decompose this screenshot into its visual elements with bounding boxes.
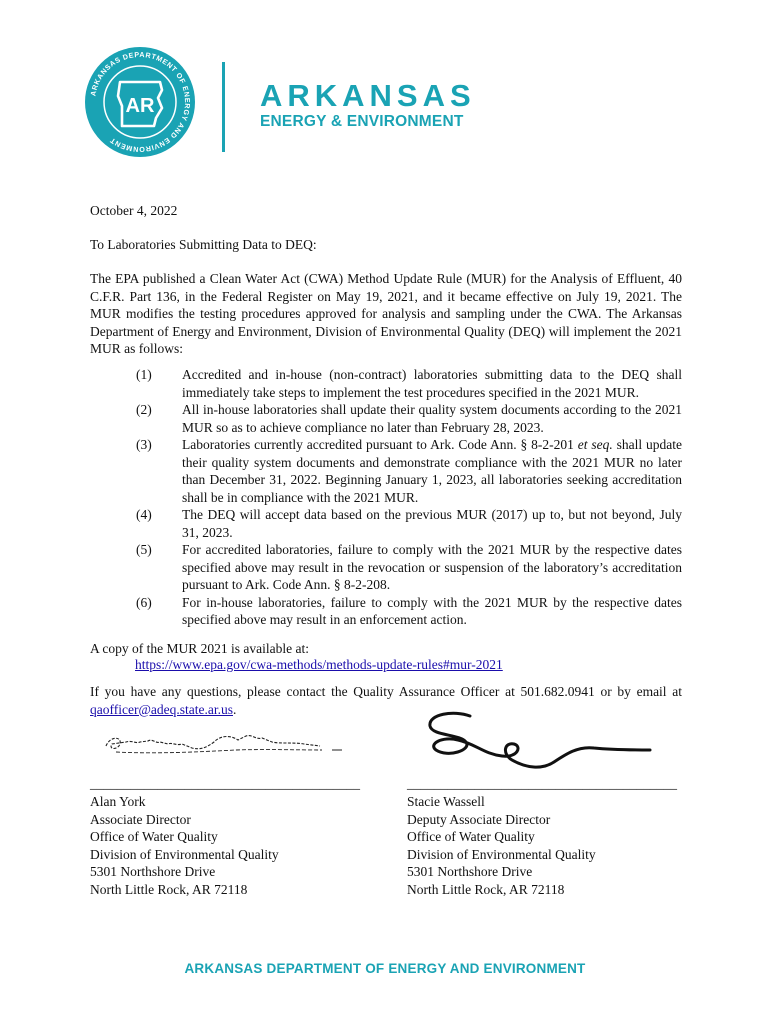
questions-text: If you have any questions, please contact the Quality Assurance Officer at 501.682.0941 or by email at: [90, 684, 682, 699]
requirements-list: [90, 366, 682, 629]
signer-division: Division of Environmental Quality: [90, 846, 279, 862]
list-item-number: (1): [136, 367, 152, 382]
list-item: [90, 436, 682, 506]
list-item-text: All in-house laboratories shall update their quality system documents according to the 2021 MUR so as to achieve compliance no later than February 28, 2023.: [182, 402, 682, 435]
signer-title: Associate Director: [90, 811, 191, 827]
department-seal-logo: [84, 46, 196, 158]
seal-mark: AR: [125, 95, 155, 117]
signer-title: Deputy Associate Director: [407, 811, 551, 827]
letterhead: [0, 0, 770, 170]
list-item-number: (4): [136, 507, 152, 522]
signer-office: Office of Water Quality: [90, 829, 218, 844]
footer-department-name: ARKANSAS DEPARTMENT OF ENERGY AND ENVIRONMENT: [184, 961, 586, 976]
signer-division: Division of Environmental Quality: [407, 846, 596, 862]
list-item-text: The DEQ will accept data based on the previous MUR (2017) up to, but not beyond, July 31, 2023.: [182, 507, 682, 540]
signer-office: Office of Water Quality: [407, 829, 535, 844]
list-item: [90, 594, 682, 629]
signer-city: North Little Rock, AR 72118: [90, 881, 248, 897]
letter-salutation: To Laboratories Submitting Data to DEQ:: [90, 237, 317, 252]
list-item: [90, 541, 682, 594]
list-item-number: (3): [136, 437, 152, 452]
letter-intro: The EPA published a Clean Water Act (CWA) Method Update Rule (MUR) for the Analysis of Effluent, 40 C.F.R. Part 136, in the Federal Register on May 19, 2021, and it became effective on July 19, 2021. The MUR modifies the testing procedures approved for analysis and sampling under the CWA. The Arkansas Department of Energy and Environment, Division of Environmental Quality (DEQ) will implement the 2021 MUR as follows:: [90, 271, 682, 356]
signature-block-left: [90, 793, 279, 898]
signature-block-right: [407, 793, 596, 898]
list-item-text-part: shall update their quality system documents and demonstrate compliance with the 2021 MUR no later than December 31, 2022. Beginning January 1, 2023, all laboratories seeking accreditation shall be in compliance with the 2021 MUR.: [182, 437, 682, 505]
signature-line: ________________________________________: [90, 776, 360, 791]
mur-link[interactable]: https://www.epa.gov/cwa-methods/methods-update-rules#mur-2021: [135, 657, 503, 672]
signature-line: ________________________________________: [407, 776, 677, 791]
list-item: [90, 506, 682, 541]
list-item-number: (5): [136, 542, 152, 557]
signer-city: North Little Rock, AR 72118: [407, 881, 565, 897]
list-item: [90, 366, 682, 401]
list-item-number: (2): [136, 402, 152, 417]
signature-alan-york: [96, 722, 346, 772]
signer-name: Stacie Wassell: [407, 794, 485, 809]
list-item-text: For in-house laboratories, failure to comply with the 2021 MUR by the respective dates specified above may result in an enforcement action.: [182, 594, 682, 627]
list-item-text-italic: et seq.: [577, 437, 613, 452]
header-divider: [222, 62, 225, 152]
letter-date: October 4, 2022: [90, 203, 178, 218]
brand-title: ARKANSAS: [260, 78, 476, 113]
copy-available-line: A copy of the MUR 2021 is available at:: [90, 641, 309, 656]
list-item-text: For accredited laboratories, failure to comply with the 2021 MUR by the respective dates specified above may result in the revocation or suspension of the laboratory’s accreditation pursuant to Ark. Code Ann. § 8-2-208.: [182, 542, 682, 592]
brand-subtitle: ENERGY & ENVIRONMENT: [260, 113, 464, 130]
signer-name: Alan York: [90, 794, 146, 809]
seal-text: ARKANSAS DEPARTMENT OF ENERGY AND ENVIRONMENT: [88, 49, 193, 155]
signer-street: 5301 Northshore Drive: [90, 864, 216, 879]
questions-text-end: .: [233, 701, 237, 717]
list-item-text-part: Laboratories currently accredited pursuant to Ark. Code Ann. § 8-2-201: [182, 437, 578, 452]
email-link[interactable]: qaofficer@adeq.state.ar.us: [90, 701, 233, 717]
list-item: [90, 401, 682, 436]
list-item-text: [182, 436, 682, 506]
list-item-text: Accredited and in-house (non-contract) laboratories submitting data to the DEQ shall immediately take steps to implement the test procedures specified in the 2021 MUR.: [182, 367, 682, 400]
signature-stacie-wassell: [418, 706, 658, 782]
signer-street: 5301 Northshore Drive: [407, 864, 533, 879]
list-item-number: (6): [136, 594, 152, 610]
